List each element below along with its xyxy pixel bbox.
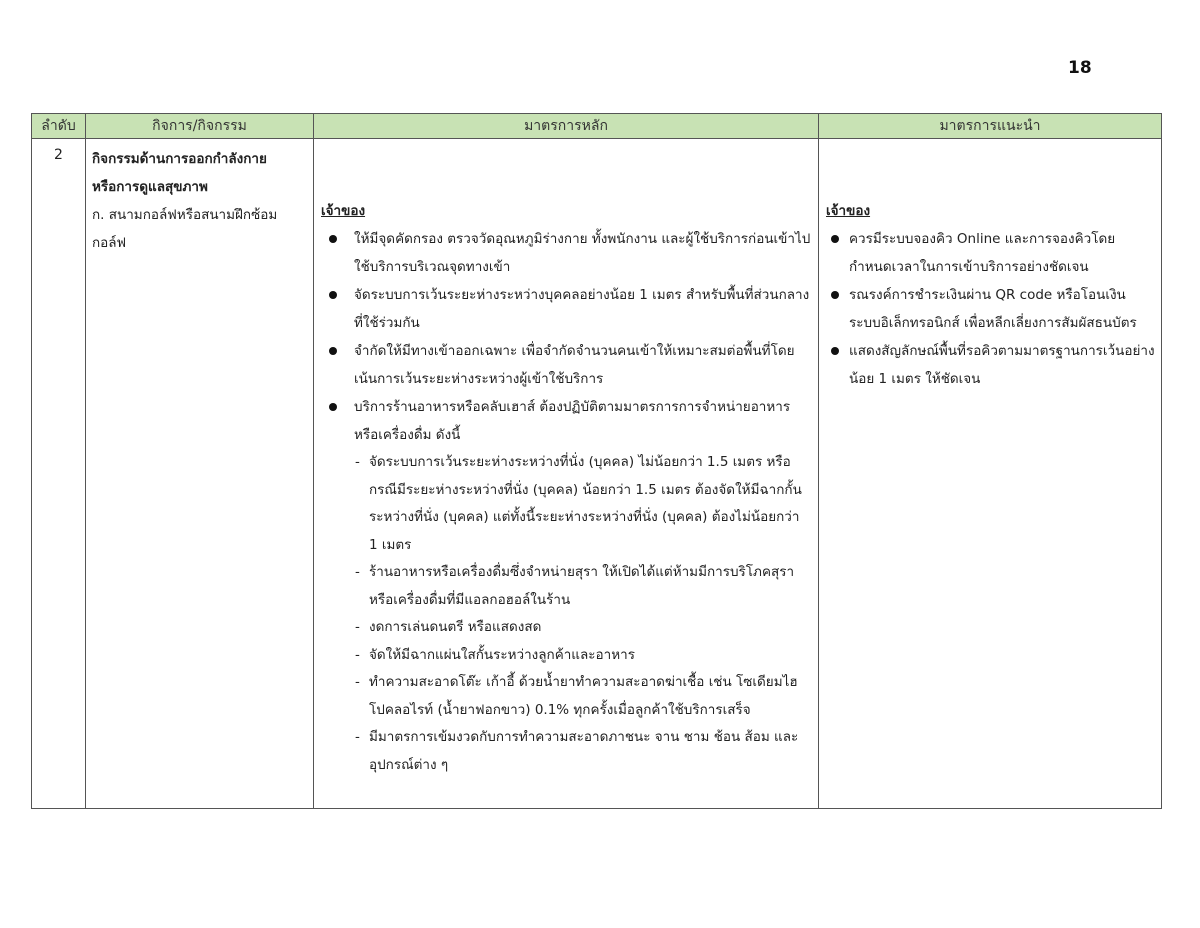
sub-list-item: - ทำความสะอาดโต๊ะ เก้าอี้ ด้วยน้ำยาทำความสะอาดฆ่าเชื้อ เช่น โซเดียมไฮโปคลอไรท์ (น้ำยาฟอกขาว) 0.1% ทุกครั้งเมื่อลูกค้าใช้บริการเสร็จ (355, 669, 810, 724)
header-main-measures: มาตรการหลัก (314, 114, 819, 139)
dash-icon: - (355, 454, 360, 470)
bullet-icon (329, 291, 337, 299)
bullet-icon (329, 347, 337, 355)
dash-icon: - (355, 646, 360, 663)
bullet-icon (831, 235, 839, 243)
list-item: จัดระบบการเว้นระยะห่างระหว่างบุคคลอย่างน้อย 1 เมตร สำหรับพื้นที่ส่วนกลางที่ใช้ร่วมกัน (314, 281, 818, 337)
sub-list-item: - ร้านอาหารหรือเครื่องดื่มซึ่งจำหน่ายสุรา ให้เปิดได้แต่ห้ามมีการบริโภคสุรา หรือเครื่องดื่มที่มีแอลกอฮอล์ในร้าน (355, 559, 810, 614)
list-item: บริการร้านอาหารหรือคลับเฮาส์ ต้องปฏิบัติตามมาตรการการจำหน่ายอาหาร หรือเครื่องดื่ม ดังนี้ (314, 393, 818, 449)
main-bullet-list (314, 225, 818, 449)
owner-label: เจ้าของ (826, 203, 871, 219)
main-measures-cell (314, 139, 819, 809)
dash-icon: - (355, 619, 360, 635)
recommended-measures-cell (819, 139, 1162, 809)
list-item: ให้มีจุดคัดกรอง ตรวจวัดอุณหภูมิร่างกาย ทั้งพนักงาน และผู้ใช้บริการก่อนเข้าไปใช้บริการบริเวณจุดทางเข้า (314, 225, 818, 281)
bullet-icon (329, 403, 337, 411)
bullet-icon (831, 291, 839, 299)
header-activity: กิจการ/กิจกรรม (86, 114, 314, 139)
header-no: ลำดับ (32, 114, 86, 139)
dash-icon: - (355, 674, 360, 690)
activity-subtitle: ก. สนามกอล์ฟหรือสนามฝึกซ้อมกอล์ฟ (92, 207, 278, 251)
activity-title (92, 145, 307, 201)
list-item: รณรงค์การชำระเงินผ่าน QR code หรือโอนเงินระบบอิเล็กทรอนิกส์ เพื่อหลีกเลี่ยงการสัมผัสธนบัตร (819, 281, 1161, 337)
activity-cell (86, 139, 314, 809)
list-item: ควรมีระบบจองคิว Online และการจองคิวโดยกำหนดเวลาในการเข้าบริการอย่างชัดเจน (819, 225, 1161, 281)
table-header-row (32, 114, 1162, 139)
recommended-bullet-list (819, 225, 1161, 393)
header-recommended-measures: มาตรการแนะนำ (819, 114, 1162, 139)
activity-title-line1: กิจกรรมด้านการออกกำลังกาย (92, 151, 267, 167)
bullet-icon (831, 347, 839, 355)
dash-icon: - (355, 729, 360, 745)
table-row (32, 139, 1162, 809)
dash-icon: - (355, 564, 360, 580)
sub-list-item: - มีมาตรการเข้มงวดกับการทำความสะอาดภาชนะ จาน ชาม ช้อน ส้อม และอุปกรณ์ต่าง ๆ (355, 724, 810, 779)
bullet-icon (329, 235, 337, 243)
activity-title-line2: หรือการดูแลสุขภาพ (92, 179, 208, 195)
sub-list-item: - จัดให้มีฉากแผ่นใสกั้นระหว่างลูกค้าและอาหาร (355, 642, 810, 670)
page-number: 18 (1068, 58, 1092, 78)
food-service-sub-list (314, 449, 818, 779)
sub-list-item: - งดการเล่นดนตรี หรือแสดงสด (355, 614, 810, 642)
measures-table (31, 113, 1162, 809)
list-item: แสดงสัญลักษณ์พื้นที่รอคิวตามมาตรฐานการเว้นอย่างน้อย 1 เมตร ให้ชัดเจน (819, 337, 1161, 393)
row-number: 2 (32, 139, 86, 809)
list-item: จำกัดให้มีทางเข้าออกเฉพาะ เพื่อจำกัดจำนวนคนเข้าให้เหมาะสมต่อพื้นที่โดยเน้นการเว้นระยะห่างระหว่างผู้เข้าใช้บริการ (314, 337, 818, 393)
owner-label: เจ้าของ (321, 203, 366, 219)
sub-list-item: - จัดระบบการเว้นระยะห่างระหว่างที่นั่ง (บุคคล) ไม่น้อยกว่า 1.5 เมตร หรือ กรณีมีระยะห่างระหว่างที่นั่ง (บุคคล) น้อยกว่า 1.5 เมตร ต้องจัดให้มีฉากกั้นระหว่างที่นั่ง (บุคคล) แต่ทั้งนี้ระยะห่างระหว่างที่นั่ง (บุคคล) ต้องไม่น้อยกว่า 1 เมตร (355, 449, 810, 559)
